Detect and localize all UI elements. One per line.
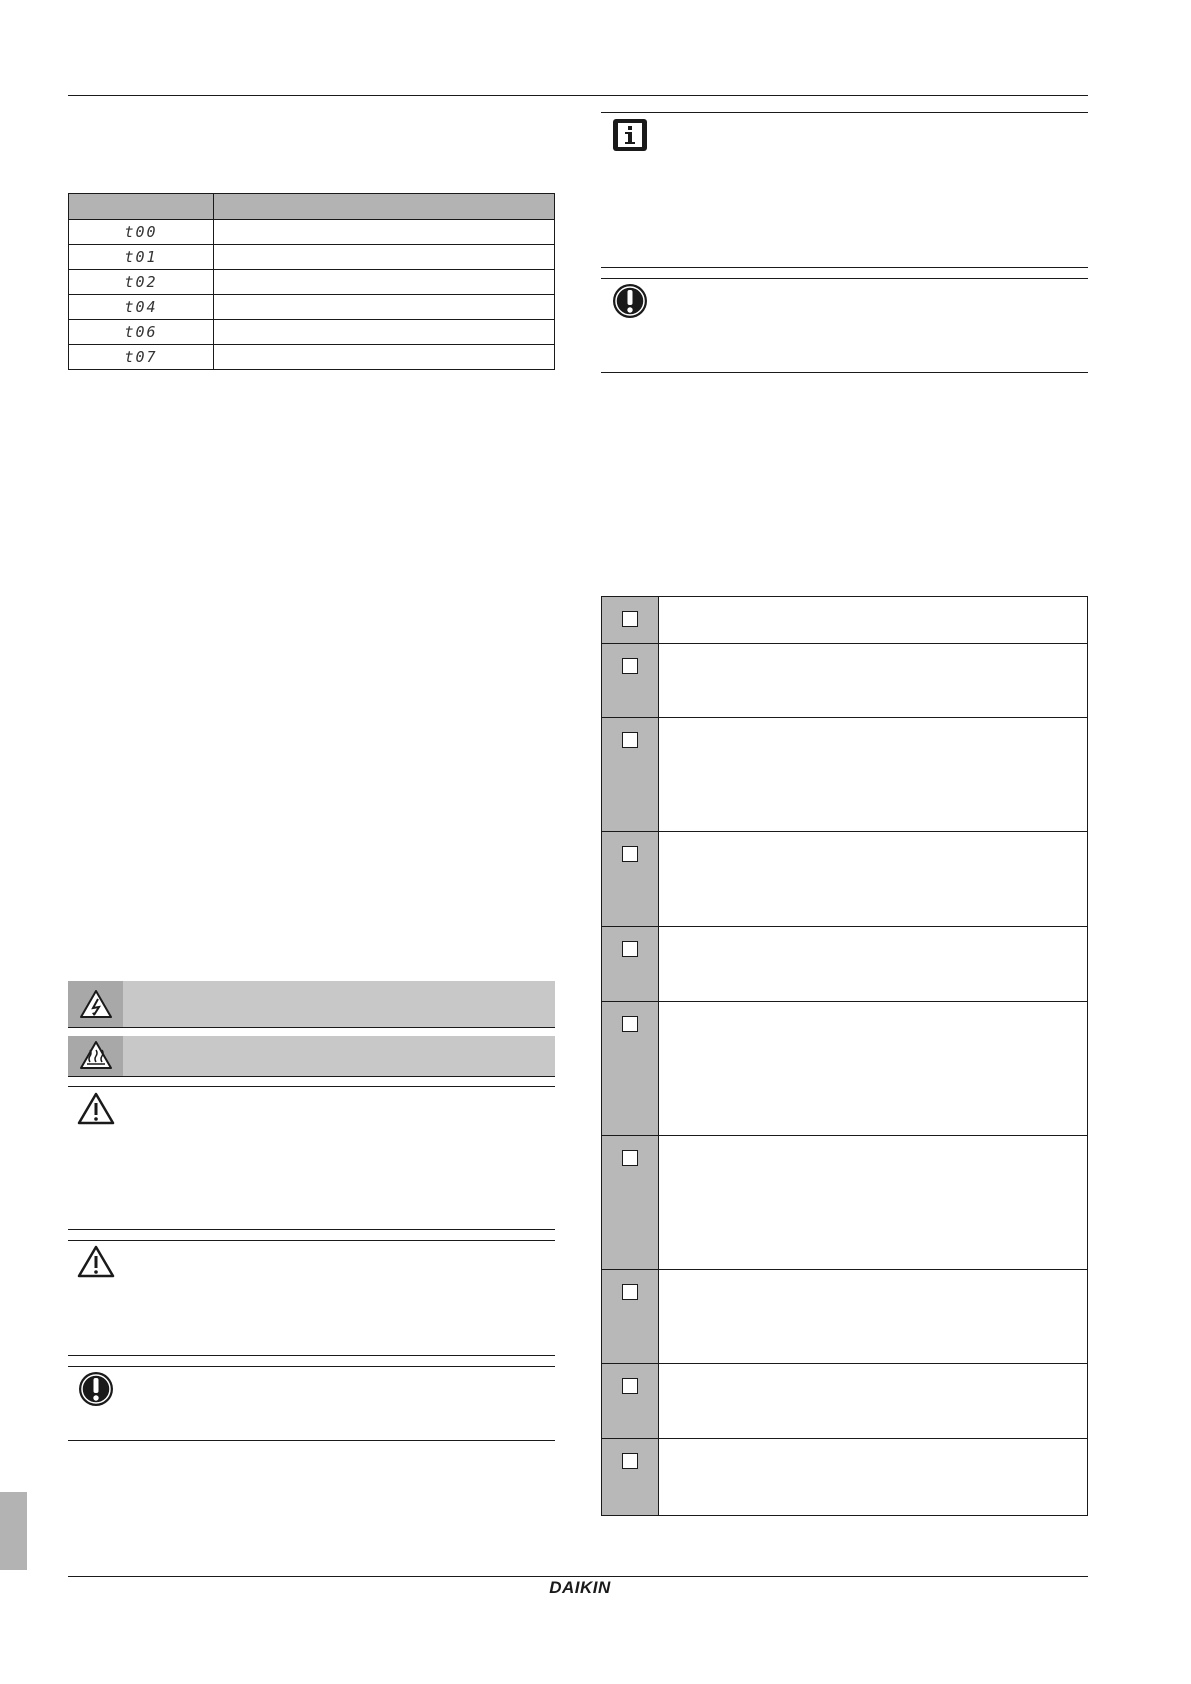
warning-triangle-icon	[68, 1245, 123, 1279]
checklist-item	[602, 832, 1087, 927]
checkbox[interactable]	[622, 846, 638, 862]
warning-2-bottom-rule	[68, 1355, 555, 1356]
electric-hazard-bottom-rule	[68, 1027, 555, 1028]
warning-1-top-rule	[68, 1086, 555, 1087]
error-code: t01	[69, 245, 214, 270]
notice-2-bottom-rule	[68, 1440, 555, 1441]
checkbox[interactable]	[622, 941, 638, 957]
header-rule	[68, 95, 1088, 96]
info-note-top-rule	[601, 112, 1088, 113]
hot-surface-icon	[79, 1040, 113, 1070]
table-row	[69, 320, 555, 345]
notice-2-top-rule	[68, 1366, 555, 1367]
info-note-bottom-rule	[601, 267, 1088, 268]
checklist-item	[602, 927, 1087, 1002]
checklist-item	[602, 1002, 1087, 1136]
installation-checklist	[601, 596, 1088, 1516]
checkbox[interactable]	[622, 1378, 638, 1394]
table-header-description	[214, 194, 555, 220]
table-row	[69, 295, 555, 320]
warning-1-bottom-rule	[68, 1229, 555, 1230]
hot-surface-band	[68, 1036, 555, 1076]
checkbox[interactable]	[622, 658, 638, 674]
error-code: t06	[69, 320, 214, 345]
checklist-item	[602, 1270, 1087, 1364]
info-icon	[612, 118, 648, 157]
notice-bottom-rule	[601, 372, 1088, 373]
table-header-code	[69, 194, 214, 220]
error-code-table	[68, 193, 555, 370]
checklist-item	[602, 1439, 1087, 1515]
exclamation-icon	[611, 282, 649, 325]
hot-surface-bottom-rule	[68, 1076, 555, 1077]
electric-hazard-icon	[79, 989, 113, 1019]
checkbox[interactable]	[622, 1453, 638, 1469]
table-row	[69, 245, 555, 270]
error-code: t02	[69, 270, 214, 295]
checklist-item	[602, 597, 1087, 644]
checkbox[interactable]	[622, 1016, 638, 1032]
error-code: t07	[69, 345, 214, 370]
exclamation-icon	[68, 1370, 123, 1408]
table-row	[69, 270, 555, 295]
electric-hazard-band	[68, 981, 555, 1027]
side-tab	[0, 1492, 27, 1570]
table-row	[69, 345, 555, 370]
error-code: t04	[69, 295, 214, 320]
checklist-item	[602, 1364, 1087, 1439]
checkbox[interactable]	[622, 1284, 638, 1300]
table-row	[69, 220, 555, 245]
daikin-logo: DAIKIN	[549, 1578, 611, 1597]
checklist-item	[602, 1136, 1087, 1270]
checklist-item	[602, 718, 1087, 832]
checklist-item	[602, 644, 1087, 718]
notice-top-rule	[601, 278, 1088, 279]
checkbox[interactable]	[622, 732, 638, 748]
warning-triangle-icon	[68, 1092, 123, 1126]
footer-rule	[68, 1576, 1088, 1577]
warning-2-top-rule	[68, 1240, 555, 1241]
checkbox[interactable]	[622, 611, 638, 627]
error-code: t00	[69, 220, 214, 245]
table-header-row	[69, 194, 555, 220]
checkbox[interactable]	[622, 1150, 638, 1166]
